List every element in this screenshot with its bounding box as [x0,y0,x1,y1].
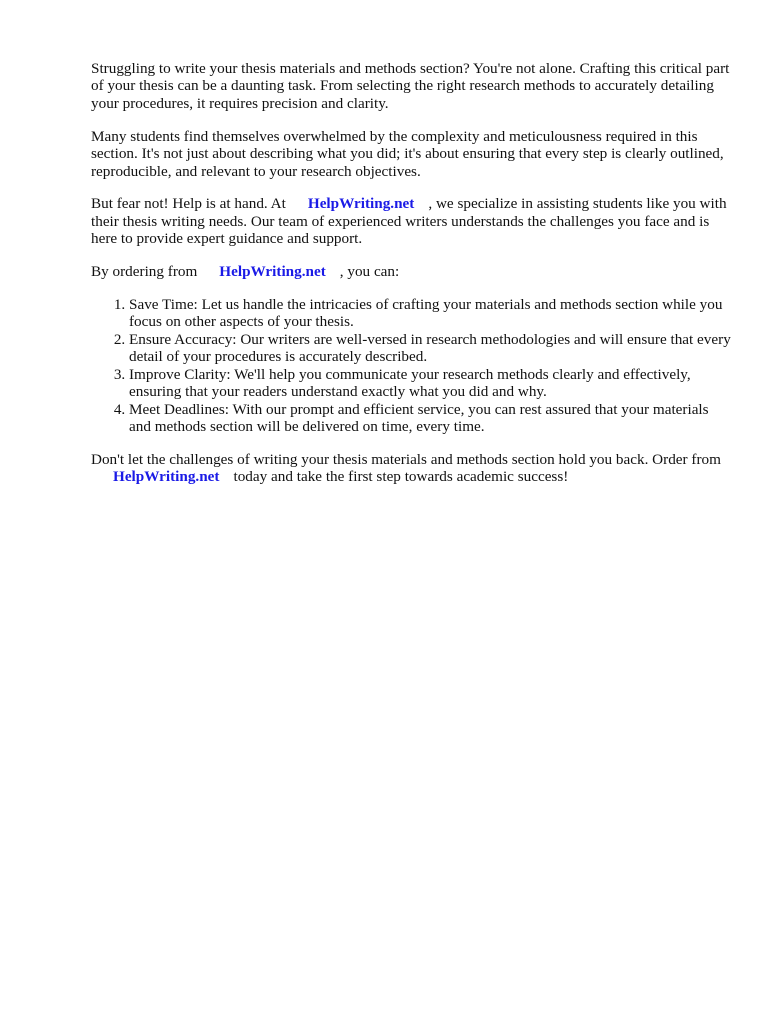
paragraph-help [91,195,731,247]
list-item: 1. Save Time: Let us handle the intricacies of crafting your materials and methods section while you focus on other aspects of your thesis. [129,296,731,331]
paragraph-ordering-lead: By ordering from [91,263,198,281]
paragraph-closing-tail: today and take the first step towards academic success! [233,468,569,486]
helpwriting-link[interactable]: HelpWriting.net [219,263,326,281]
document-page [91,60,731,501]
paragraph-closing [91,451,731,486]
helpwriting-link[interactable]: HelpWriting.net [113,468,220,486]
helpwriting-link[interactable]: HelpWriting.net [307,195,415,213]
paragraph-ordering [91,263,731,280]
list-item: 3. Improve Clarity: We'll help you communicate your research methods clearly and effectively, ensuring that your readers understand exactly what you did and why. [129,366,731,401]
paragraph-overwhelmed: Many students find themselves overwhelmed by the complexity and meticulousness required in this section. It's not just about describing what you did; it's about ensuring that every step is clearly outlined, reproducible, and relevant to your research objectives. [91,127,724,180]
benefits-list [91,296,731,435]
paragraph-ordering-tail: , you can: [339,263,400,281]
paragraph-help-tail: , we specialize in assisting students like you with their thesis writing needs. Our team of experienced writers understands the challenges you face and is here to provide expert guidance and support. [91,195,727,248]
paragraph-closing-lead: Don't let the challenges of writing your thesis materials and methods section hold you back. Order from [91,450,721,468]
list-item: 4. Meet Deadlines: With our prompt and efficient service, you can rest assured that your materials and methods section will be delivered on time, every time. [129,401,731,436]
paragraph-intro: Struggling to write your thesis materials and methods section? You're not alone. Crafting this critical part of your thesis can be a daunting task. From selecting the right research methods to accurately detailing your procedures, it requires precision and clarity. [91,60,730,112]
list-item: 2. Ensure Accuracy: Our writers are well-versed in research methodologies and will ensure that every detail of your procedures is accurately described. [129,331,731,366]
paragraph-help-lead: But fear not! Help is at hand. At [91,195,286,213]
